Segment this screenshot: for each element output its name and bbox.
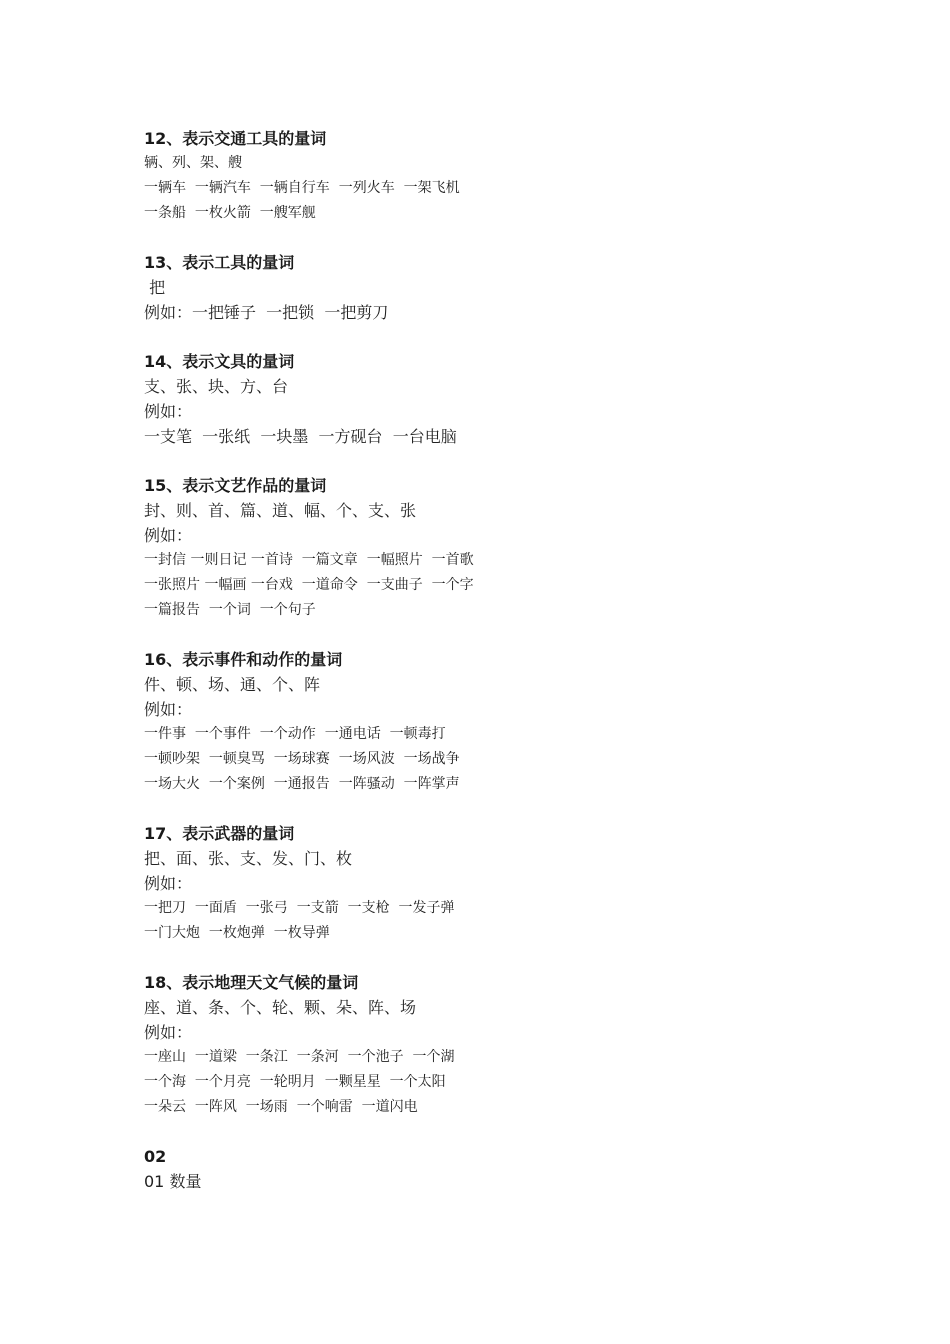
section-line: 例如：: [144, 1023, 193, 1042]
document-content: [144, 126, 844, 1194]
section-line: 一张照片 一幅画 一台戏 一道命令 一支曲子 一个字: [144, 577, 474, 593]
section: [144, 970, 844, 1120]
section-line: 封、则、首、篇、道、幅、个、支、张: [144, 501, 417, 520]
section-line: 一朵云 一阵风 一场雨 一个响雷 一道闪电: [144, 1099, 418, 1115]
section-gap: [144, 946, 844, 970]
section-line: 一门大炮 一枚炮弹 一枚导弹: [144, 925, 330, 941]
section-line: 例如：一把锤子 一把锁 一把剪刀: [144, 303, 389, 322]
section-gap: [144, 325, 844, 349]
section-heading: 18、表示地理天文气候的量词: [144, 973, 359, 992]
section-line: 支、张、块、方、台: [144, 377, 289, 396]
section-line: 一顿吵架 一顿臭骂 一场球赛 一场风波 一场战争: [144, 751, 460, 767]
section-heading: 16、表示事件和动作的量词: [144, 650, 343, 669]
section-line: 例如：: [144, 402, 193, 421]
section-line: 把: [144, 278, 166, 297]
section-line: 一辆车 一辆汽车 一辆自行车 一列火车 一架飞机: [144, 180, 460, 196]
section-line: 辆、列、架、艘: [144, 155, 242, 171]
section-line: 01 数量: [144, 1172, 202, 1191]
section: [144, 349, 844, 449]
section-gap: [144, 797, 844, 821]
section-line: 一篇报告 一个词 一个句子: [144, 602, 316, 618]
section-heading: 13、表示工具的量词: [144, 253, 295, 272]
section: [144, 647, 844, 797]
section: [144, 250, 844, 325]
section-line: 把、面、张、支、发、门、枚: [144, 849, 353, 868]
section-gap: [144, 623, 844, 647]
section-line: 件、顿、场、通、个、阵: [144, 675, 321, 694]
section-gap: [144, 1120, 844, 1144]
section-line: 例如：: [144, 700, 193, 719]
section-gap: [144, 449, 844, 473]
section-line: 一件事 一个事件 一个动作 一通电话 一顿毒打: [144, 726, 446, 742]
section: [144, 1144, 844, 1194]
section-line: 一把刀 一面盾 一张弓 一支箭 一支枪 一发子弹: [144, 900, 455, 916]
section-line: 例如：: [144, 526, 193, 545]
section: [144, 473, 844, 623]
section-heading: 17、表示武器的量词: [144, 824, 295, 843]
section-heading: 12、表示交通工具的量词: [144, 129, 327, 148]
section-heading: 15、表示文艺作品的量词: [144, 476, 327, 495]
section-line: 座、道、条、个、轮、颗、朵、阵、场: [144, 998, 417, 1017]
section: [144, 126, 844, 226]
section-heading: 02: [144, 1147, 167, 1166]
section-line: 一条船 一枚火箭 一艘军舰: [144, 205, 316, 221]
section-line: 一场大火 一个案例 一通报告 一阵骚动 一阵掌声: [144, 776, 460, 792]
section-line: 例如：: [144, 874, 193, 893]
section-line: 一支笔 一张纸 一块墨 一方砚台 一台电脑: [144, 427, 457, 446]
section-line: 一个海 一个月亮 一轮明月 一颗星星 一个太阳: [144, 1074, 446, 1090]
section-line: 一座山 一道梁 一条江 一条河 一个池子 一个湖: [144, 1049, 455, 1065]
section-heading: 14、表示文具的量词: [144, 352, 295, 371]
section-line: 一封信 一则日记 一首诗 一篇文章 一幅照片 一首歌: [144, 552, 474, 568]
section: [144, 821, 844, 946]
section-gap: [144, 226, 844, 250]
